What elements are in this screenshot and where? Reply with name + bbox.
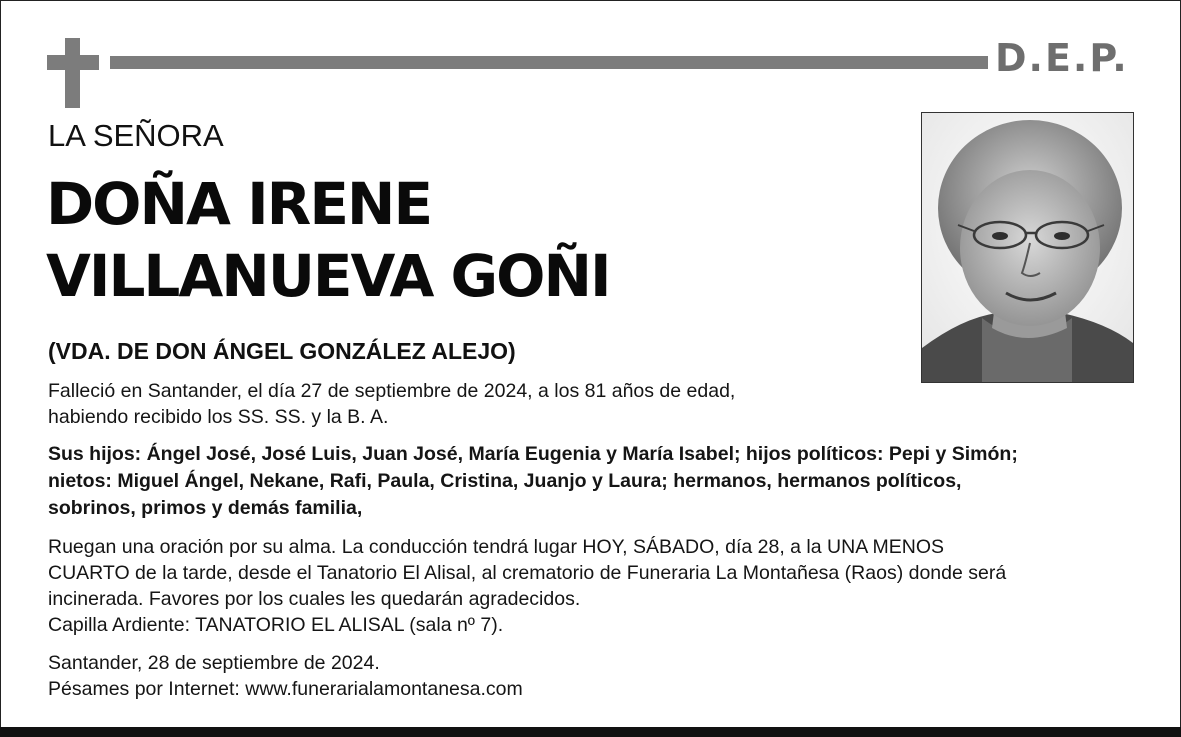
footer-paragraph	[48, 650, 1158, 702]
family-line: nietos: Miguel Ángel, Nekane, Rafi, Paula, Cristina, Juanjo y Laura; hermanos, hermanos políticos,	[48, 470, 962, 492]
date-line: Santander, 28 de septiembre de 2024.	[48, 652, 380, 674]
widow-of: (VDA. DE DON ÁNGEL GONZÁLEZ ALEJO)	[48, 338, 516, 364]
death-paragraph	[48, 378, 1158, 430]
family-line: sobrinos, primos y demás familia,	[48, 497, 363, 519]
family-paragraph	[48, 441, 1158, 522]
cross-icon	[65, 38, 80, 108]
cross-icon-bar	[47, 55, 99, 70]
header-rule	[110, 56, 988, 69]
portrait-photo	[921, 112, 1134, 383]
name-line-1: DOÑA IRENE	[46, 170, 432, 238]
family-line: Sus hijos: Ángel José, José Luis, Juan José, María Eugenia y María Isabel; hijos políticos: Pepi y Simón;	[48, 443, 1018, 465]
condolences-line: Pésames por Internet: www.funerarialamontanesa.com	[48, 678, 523, 700]
death-line: habiendo recibido los SS. SS. y la B. A.	[48, 406, 389, 428]
ceremony-line: incinerada. Favores por los cuales les quedarán agradecidos.	[48, 588, 581, 610]
honorific: LA SEÑORA	[48, 118, 224, 153]
bottom-rule	[0, 727, 1181, 737]
ceremony-paragraph	[48, 534, 1158, 638]
ceremony-line: Capilla Ardiente: TANATORIO EL ALISAL (sala nº 7).	[48, 614, 504, 636]
name-line-2: VILLANUEVA GOÑI	[46, 242, 610, 310]
death-line: Falleció en Santander, el día 27 de septiembre de 2024, a los 81 años de edad,	[48, 380, 736, 402]
portrait-illustration	[922, 113, 1133, 382]
dep-label: D.E.P.	[995, 36, 1129, 80]
deceased-name	[46, 168, 610, 312]
ceremony-line: Ruegan una oración por su alma. La conducción tendrá lugar HOY, SÁBADO, día 28, a la UNA MENOS	[48, 536, 945, 558]
ceremony-line: CUARTO de la tarde, desde el Tanatorio El Alisal, al crematorio de Funeraria La Montañesa (Raos) donde será	[48, 562, 1007, 584]
